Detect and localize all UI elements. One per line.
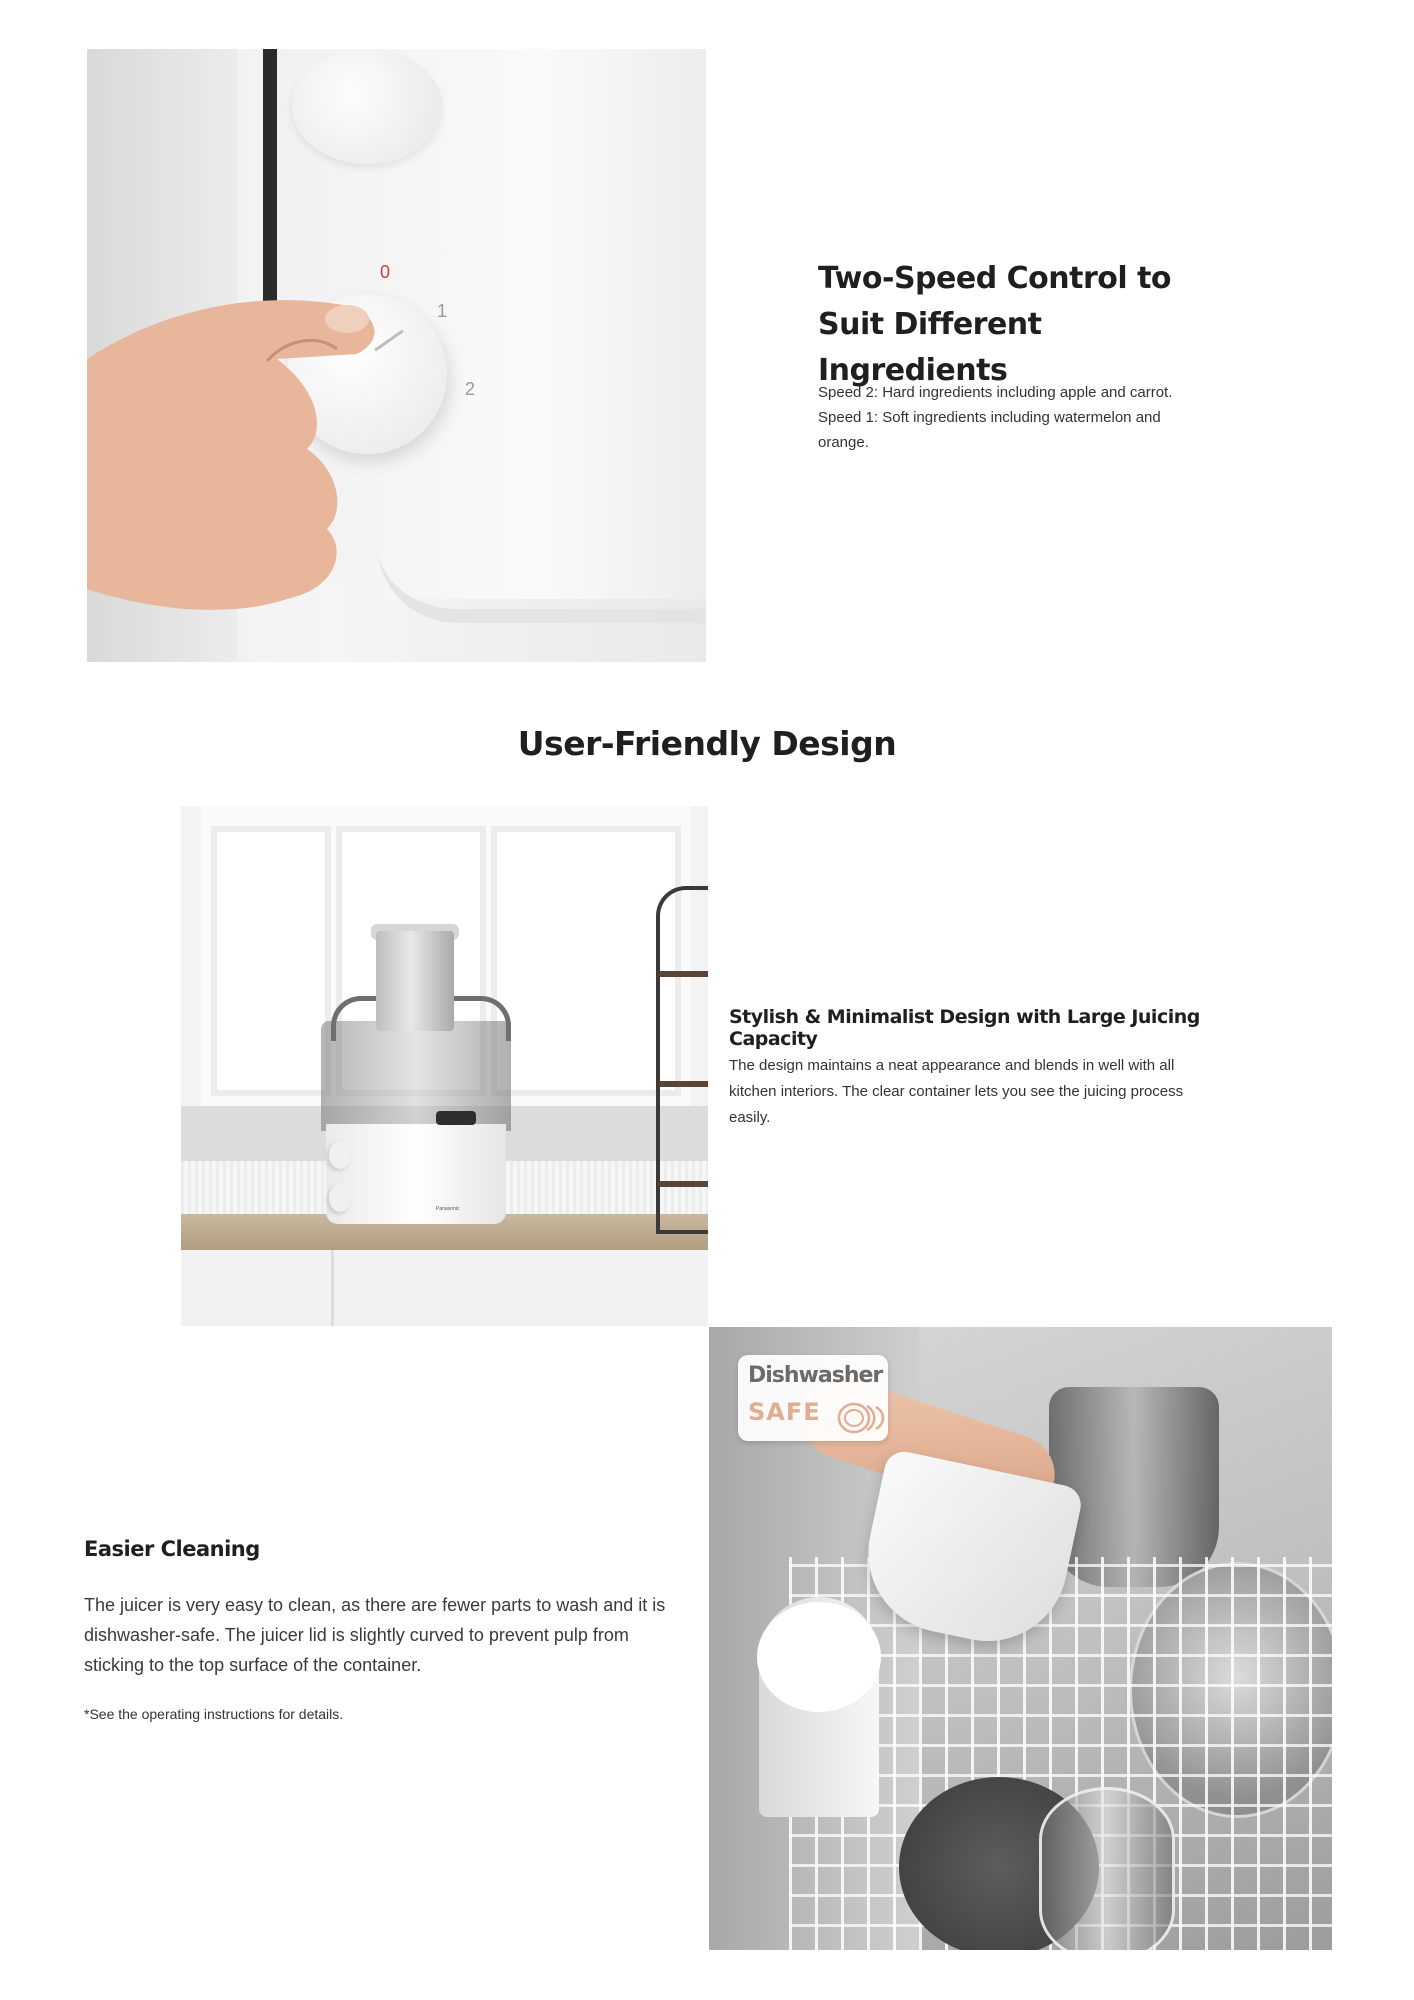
window-pane xyxy=(491,826,681,1096)
dial-label-2: 2 xyxy=(465,379,476,399)
juicer-kitchen-photo xyxy=(181,806,708,1326)
cabinet-seam xyxy=(331,1250,334,1326)
stylish-design-title: Stylish & Minimalist Design with Large Juicing Capacity xyxy=(729,1006,1200,1050)
juicer-brand-label: Panasonic xyxy=(436,1206,460,1212)
easier-cleaning-description: The juicer is very easy to clean, as there are fewer parts to wash and it is dishwasher-safe. The juicer lid is slightly curved to prevent pulp from sticking to the top surface of the container. xyxy=(84,1595,666,1675)
upper-knob xyxy=(292,49,442,164)
clear-jar xyxy=(1039,1787,1175,1950)
juicer-feed-chute xyxy=(376,931,454,1031)
juicer-base xyxy=(326,1124,506,1224)
speed-2-line: Speed 2: Hard ingredients including apple and carrot. xyxy=(818,384,1173,401)
two-speed-title: Two-Speed Control to Suit Different Ingredients xyxy=(818,261,1172,388)
rack-shelf xyxy=(659,1081,708,1087)
plates-icon xyxy=(834,1401,888,1435)
cabinet xyxy=(181,1250,708,1326)
dial-label-1: 1 xyxy=(437,301,448,321)
rack-shelf xyxy=(659,971,708,977)
dishwasher-safe-badge xyxy=(738,1355,888,1441)
window-pane xyxy=(211,826,331,1096)
speed-1-line: Speed 1: Soft ingredients including watermelon and orange. xyxy=(818,409,1161,451)
hand-illustration xyxy=(87,299,427,629)
badge-line-1: Dishwasher xyxy=(748,1363,883,1388)
badge-line-2: SAFE xyxy=(748,1398,821,1426)
juicer-spout xyxy=(436,1111,476,1125)
stylish-design-description: The design maintains a neat appearance and blends in well with all kitchen interiors. The clear container lets you see the juicing process easily. xyxy=(729,1057,1184,1126)
juicer-knob xyxy=(329,1141,351,1169)
rack-shelf xyxy=(659,1181,708,1187)
speed-description xyxy=(818,380,1198,455)
user-friendly-heading: User-Friendly Design xyxy=(517,724,897,763)
cup-top xyxy=(757,1602,881,1712)
dial-label-0: 0 xyxy=(380,262,391,282)
speed-dial-photo xyxy=(87,49,706,662)
juicer-knob xyxy=(329,1184,351,1212)
operating-instructions-note: *See the operating instructions for details. xyxy=(84,1706,344,1722)
easier-cleaning-title: Easier Cleaning xyxy=(84,1537,260,1561)
